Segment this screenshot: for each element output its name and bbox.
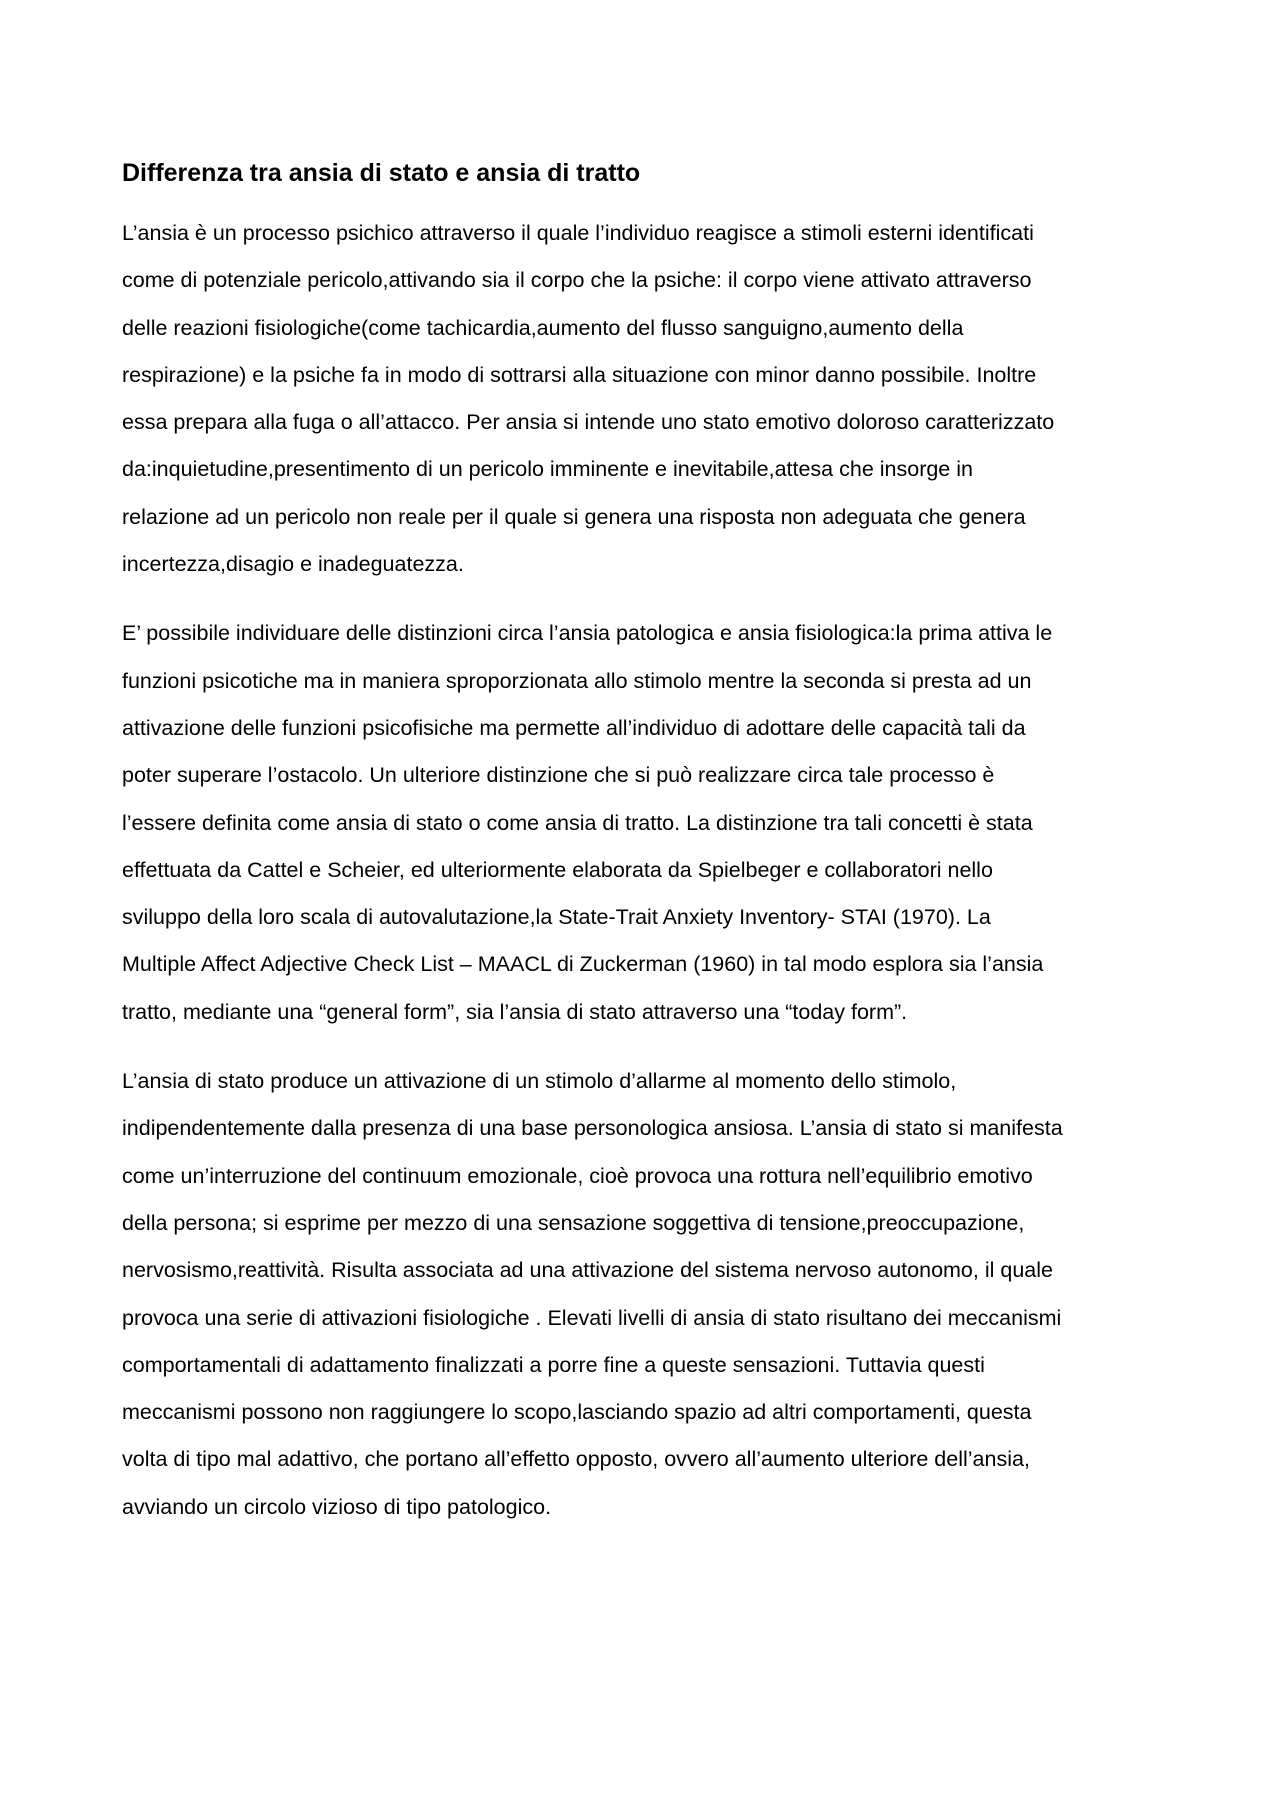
text-line: funzioni psicotiche ma in maniera sproporzionata allo stimolo mentre la seconda si presta ad un: [122, 668, 1032, 693]
text-line: attivazione delle funzioni psicofisiche ma permette all’individuo di adottare delle capacità tali da: [122, 715, 1026, 740]
paragraph-3: [122, 1058, 1172, 1531]
text-line: incertezza,disagio e inadeguatezza.: [122, 552, 464, 577]
text-line: essa prepara alla fuga o all’attacco. Per ansia si intende uno stato emotivo doloroso caratterizzato: [122, 410, 1055, 435]
text-line: della persona; si esprime per mezzo di una sensazione soggettiva di tensione,preoccupazione,: [122, 1210, 1025, 1235]
text-line: E’ possibile individuare delle distinzioni circa l’ansia patologica e ansia fisiologica:la prima attiva le: [122, 621, 1053, 646]
text-line: comportamentali di adattamento finalizzati a porre fine a queste sensazioni. Tuttavia questi: [122, 1352, 985, 1377]
text-line: poter superare l’ostacolo. Un ulteriore distinzione che si può realizzare circa tale processo è: [122, 763, 995, 788]
text-line: respirazione) e la psiche fa in modo di sottrarsi alla situazione con minor danno possibile. Inoltre: [122, 362, 1037, 387]
text-line: sviluppo della loro scala di autovalutazione,la State-Trait Anxiety Inventory- STAI (1970). La: [122, 905, 991, 930]
text-line: effettuata da Cattel e Scheier, ed ulteriormente elaborata da Spielbeger e collaboratori nello: [122, 857, 993, 882]
text-line: delle reazioni fisiologiche(come tachicardia,aumento del flusso sanguigno,aumento della: [122, 315, 964, 340]
text-line: l’essere definita come ansia di stato o come ansia di tratto. La distinzione tra tali concetti è stata: [122, 810, 1033, 835]
text-line: da:inquietudine,presentimento di un pericolo imminente e inevitabile,attesa che insorge in: [122, 457, 973, 482]
text-line: tratto, mediante una “general form”, sia l’ansia di stato attraverso una “today form”.: [122, 999, 908, 1024]
paragraph-1: [122, 210, 1172, 588]
text-line: come di potenziale pericolo,attivando sia il corpo che la psiche: il corpo viene attivato attraverso: [122, 268, 1032, 293]
text-line: volta di tipo mal adattivo, che portano all’effetto opposto, ovvero all’aumento ulteriore dell’ansia,: [122, 1447, 1030, 1472]
text-line: nervosismo,reattività. Risulta associata ad una attivazione del sistema nervoso autonomo, il quale: [122, 1258, 1053, 1283]
text-line: Multiple Affect Adjective Check List – MAACL di Zuckerman (1960) in tal modo esplora sia l’ansia: [122, 952, 1044, 977]
paragraph-2: [122, 610, 1172, 1036]
text-line: meccanismi possono non raggiungere lo scopo,lasciando spazio ad altri comportamenti, questa: [122, 1400, 1032, 1425]
text-line: avviando un circolo vizioso di tipo patologico.: [122, 1494, 552, 1519]
text-line: come un’interruzione del continuum emozionale, cioè provoca una rottura nell’equilibrio emotivo: [122, 1163, 1033, 1188]
document-page: [122, 150, 1172, 1553]
text-line: L’ansia di stato produce un attivazione di un stimolo d’allarme al momento dello stimolo,: [122, 1069, 957, 1094]
text-line: provoca una serie di attivazioni fisiologiche . Elevati livelli di ansia di stato risultano dei meccanismi: [122, 1305, 1062, 1330]
text-line: indipendentemente dalla presenza di una base personologica ansiosa. L’ansia di stato si manifesta: [122, 1116, 1063, 1141]
text-line: relazione ad un pericolo non reale per il quale si genera una risposta non adeguata che genera: [122, 504, 1026, 529]
document-title: Differenza tra ansia di stato e ansia di tratto: [122, 159, 641, 187]
text-line: L’ansia è un processo psichico attraverso il quale l’individuo reagisce a stimoli esterni identificati: [122, 221, 1034, 245]
